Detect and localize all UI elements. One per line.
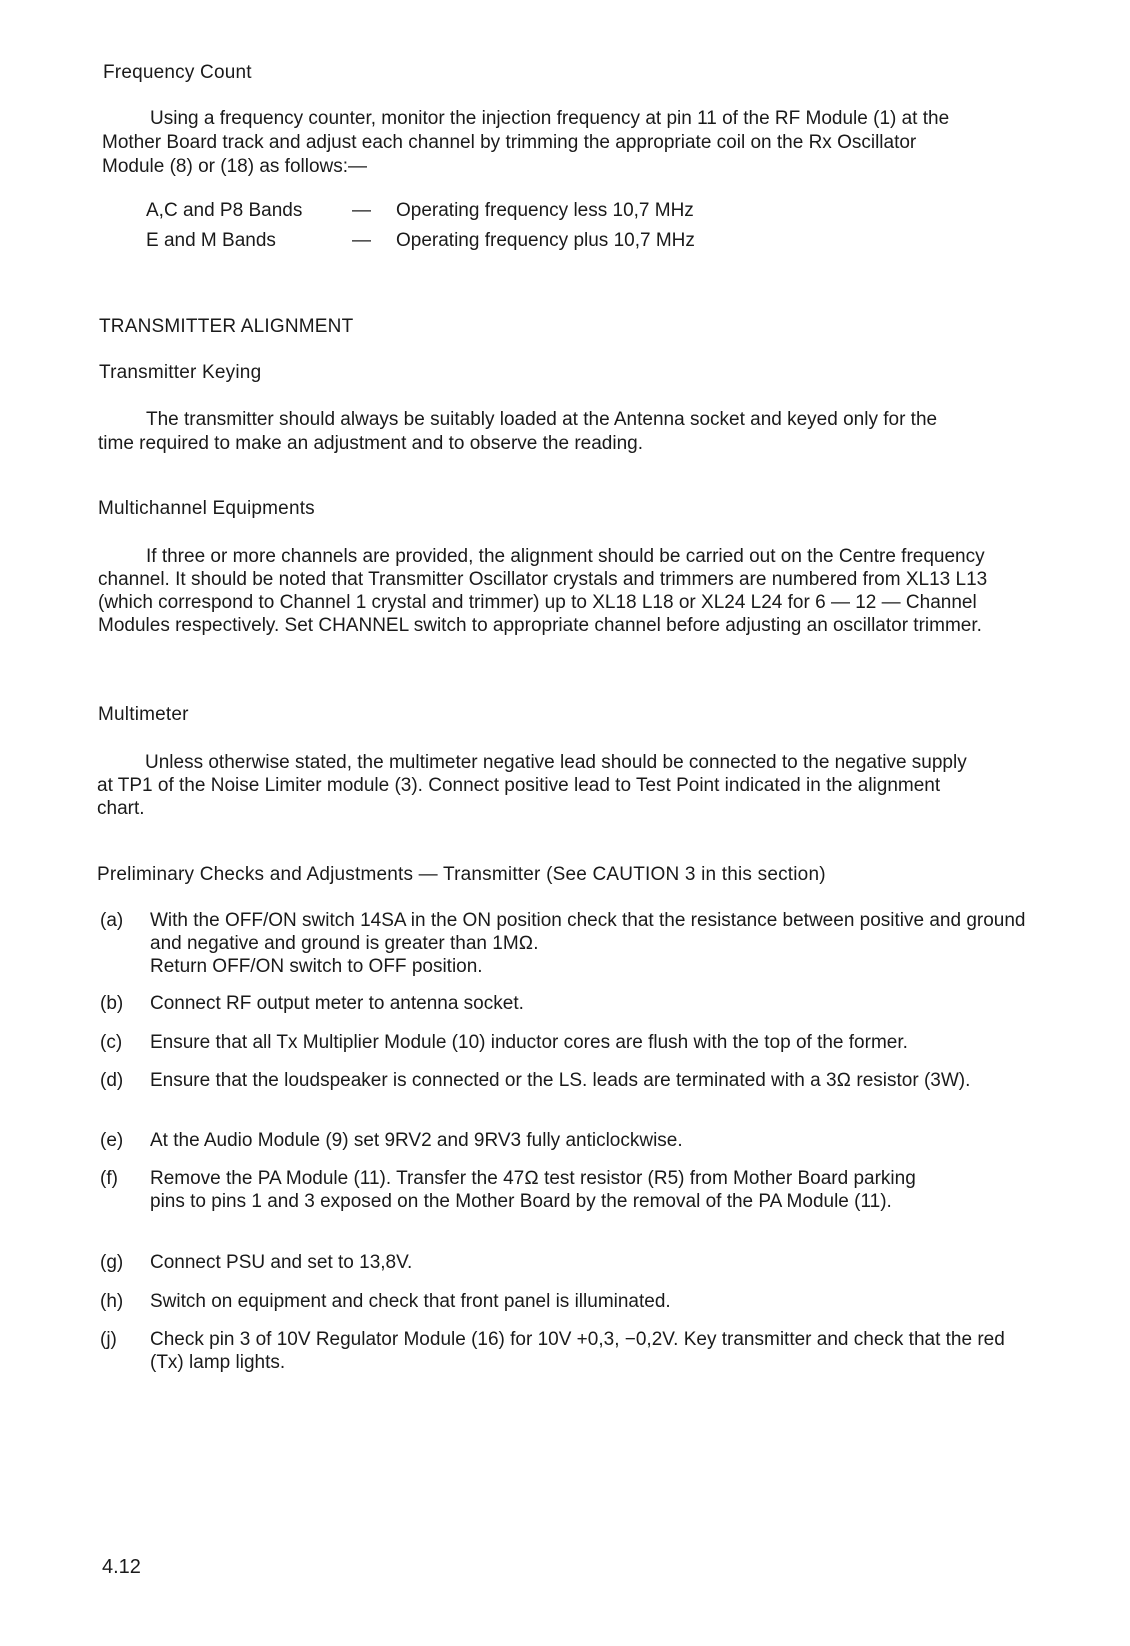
page-number: 4.12 [102, 1556, 141, 1578]
band-value: Operating frequency plus 10,7 MHz [396, 230, 695, 251]
band-label: A,C and P8 Bands [146, 200, 303, 221]
item-text: Connect RF output meter to antenna socket. [150, 993, 524, 1014]
check-item-g [100, 1251, 1030, 1274]
item-letter: (h) [100, 1291, 124, 1312]
item-text: At the Audio Module (9) set 9RV2 and 9RV3 fully anticlockwise. [150, 1130, 683, 1151]
item-text: Ensure that all Tx Multiplier Module (10) inductor cores are flush with the top of the former. [150, 1032, 908, 1053]
item-letter: (c) [100, 1032, 123, 1053]
item-letter: (b) [100, 993, 124, 1014]
check-item-e [100, 1129, 1030, 1152]
item-text: Return OFF/ON switch to OFF position. [150, 956, 483, 977]
item-letter: (e) [100, 1130, 124, 1151]
check-item-d [100, 1069, 1030, 1092]
frequency-count-paragraph: Using a frequency counter, monitor the injection frequency at pin 11 of the RF Module (1) at the Mother Board track and adjust each channel by trimming the appropriate coil on the Rx Oscillator Module (8) or (18) as follows:— [102, 108, 950, 177]
item-letter: (f) [100, 1168, 118, 1189]
check-item-h [100, 1290, 1030, 1313]
item-text: Remove the PA Module (11). Transfer the 47Ω test resistor (R5) from Mother Board parking pins to pins 1 and 3 exposed on the Mother Board by the removal of the PA Module (11). [150, 1168, 916, 1212]
check-item-a [100, 909, 1030, 978]
multichannel-heading: Multichannel Equipments [98, 498, 315, 519]
item-letter: (j) [100, 1329, 117, 1350]
multichannel-paragraph: If three or more channels are provided, the alignment should be carried out on the Centre frequency channel. It should be noted that Transmitter Oscillator crystals and trimmers are numbered from XL13 L13 (which correspond to Channel 1 crystal and trimmer) up to XL18 L18 or XL24 L24 for 6 — 12 — Channel Modules respectively. Set CHANNEL switch to appropriate channel before adjusting an oscillator trimmer. [98, 546, 988, 636]
item-letter: (g) [100, 1252, 124, 1273]
item-letter: (d) [100, 1070, 124, 1091]
multimeter-heading: Multimeter [98, 704, 189, 725]
check-item-f [100, 1167, 1030, 1213]
multimeter-paragraph: Unless otherwise stated, the multimeter negative lead should be connected to the negative supply at TP1 of the Noise Limiter module (3). Connect positive lead to Test Point indicated in the alignment chart. [97, 752, 967, 819]
item-text: Switch on equipment and check that front panel is illuminated. [150, 1291, 671, 1312]
item-text: Ensure that the loudspeaker is connected or the LS. leads are terminated with a 3Ω resistor (3W). [150, 1070, 971, 1091]
item-text: With the OFF/ON switch 14SA in the ON position check that the resistance between positive and ground and negative and ground is greater than 1MΩ. [150, 910, 1026, 954]
band-dash: — [352, 200, 371, 221]
transmitter-keying-paragraph: The transmitter should always be suitably loaded at the Antenna socket and keyed only for the time required to make an adjustment and to observe the reading. [98, 409, 938, 454]
check-item-c [100, 1031, 1030, 1054]
band-value: Operating frequency less 10,7 MHz [396, 200, 694, 221]
transmitter-alignment-heading: TRANSMITTER ALIGNMENT [99, 316, 354, 337]
preliminary-heading: Preliminary Checks and Adjustments — Transmitter (See CAUTION 3 in this section) [97, 864, 826, 885]
item-text: Connect PSU and set to 13,8V. [150, 1252, 413, 1273]
check-item-j [100, 1328, 1030, 1374]
transmitter-keying-heading: Transmitter Keying [99, 362, 262, 383]
item-text: Check pin 3 of 10V Regulator Module (16) for 10V +0,3, −0,2V. Key transmitter and check that the red (Tx) lamp lights. [150, 1329, 1005, 1373]
item-letter: (a) [100, 910, 124, 931]
check-item-b [100, 992, 1030, 1015]
band-dash: — [352, 230, 371, 251]
frequency-count-heading: Frequency Count [103, 62, 252, 83]
band-label: E and M Bands [146, 230, 276, 251]
